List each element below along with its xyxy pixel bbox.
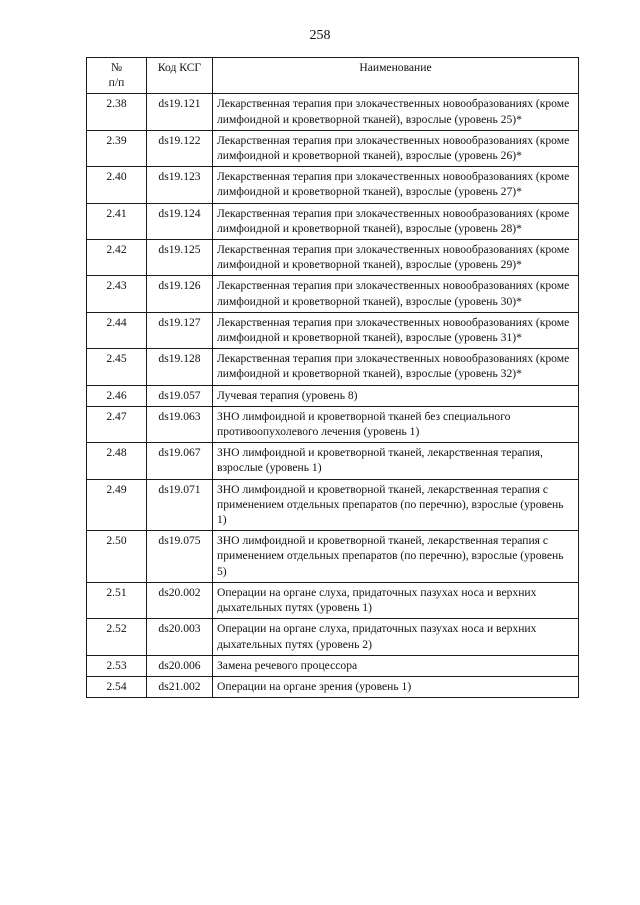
header-code: Код КСГ [147, 58, 213, 94]
row-name: Лекарственная терапия при злокачественных новообразованиях (кроме лимфоидной и кроветворной тканей), взрослые (уровень 28)* [213, 203, 579, 239]
row-name: ЗНО лимфоидной и кроветворной тканей, лекарственная терапия с применением отдельных препаратов (по перечню), взрослые (уровень 5) [213, 531, 579, 583]
row-code: ds19.125 [147, 240, 213, 276]
row-name: ЗНО лимфоидной и кроветворной тканей, лекарственная терапия с применением отдельных препаратов (по перечню), взрослые (уровень 1) [213, 479, 579, 531]
row-number: 2.46 [87, 385, 147, 406]
row-code: ds19.057 [147, 385, 213, 406]
row-number: 2.41 [87, 203, 147, 239]
table-row [87, 479, 579, 531]
table-row [87, 130, 579, 166]
row-code: ds19.123 [147, 167, 213, 203]
row-number: 2.51 [87, 582, 147, 618]
table-row [87, 443, 579, 479]
page-number: 258 [309, 28, 331, 43]
row-number: 2.42 [87, 240, 147, 276]
row-number: 2.49 [87, 479, 147, 531]
table-row [87, 167, 579, 203]
table-row [87, 406, 579, 442]
row-number: 2.43 [87, 276, 147, 312]
row-number: 2.52 [87, 619, 147, 655]
table-row [87, 676, 579, 697]
table-row [87, 240, 579, 276]
row-name: ЗНО лимфоидной и кроветворной тканей, лекарственная терапия, взрослые (уровень 1) [213, 443, 579, 479]
row-number: 2.44 [87, 312, 147, 348]
table-row [87, 276, 579, 312]
row-name: Лекарственная терапия при злокачественных новообразованиях (кроме лимфоидной и кроветворной тканей), взрослые (уровень 29)* [213, 240, 579, 276]
row-code: ds19.075 [147, 531, 213, 583]
row-number: 2.50 [87, 531, 147, 583]
row-code: ds19.124 [147, 203, 213, 239]
row-code: ds19.126 [147, 276, 213, 312]
table-row [87, 94, 579, 130]
header-number [87, 58, 147, 94]
table-row [87, 619, 579, 655]
row-name: Операции на органе зрения (уровень 1) [213, 676, 579, 697]
row-name: ЗНО лимфоидной и кроветворной тканей без специального противоопухолевого лечения (уровень 1) [213, 406, 579, 442]
row-number: 2.40 [87, 167, 147, 203]
row-number: 2.47 [87, 406, 147, 442]
row-code: ds19.067 [147, 443, 213, 479]
header-name: Наименование [213, 58, 579, 94]
table-row [87, 385, 579, 406]
row-number: 2.39 [87, 130, 147, 166]
row-name: Лекарственная терапия при злокачественных новообразованиях (кроме лимфоидной и кроветворной тканей), взрослые (уровень 30)* [213, 276, 579, 312]
row-number: 2.38 [87, 94, 147, 130]
table-row [87, 655, 579, 676]
row-code: ds19.128 [147, 349, 213, 385]
row-name: Лучевая терапия (уровень 8) [213, 385, 579, 406]
row-code: ds19.063 [147, 406, 213, 442]
row-code: ds20.002 [147, 582, 213, 618]
row-number: 2.54 [87, 676, 147, 697]
row-name: Лекарственная терапия при злокачественных новообразованиях (кроме лимфоидной и кроветворной тканей), взрослые (уровень 32)* [213, 349, 579, 385]
table-row [87, 582, 579, 618]
table-row [87, 531, 579, 583]
row-code: ds19.127 [147, 312, 213, 348]
row-code: ds20.006 [147, 655, 213, 676]
row-name: Лекарственная терапия при злокачественных новообразованиях (кроме лимфоидной и кроветворной тканей), взрослые (уровень 26)* [213, 130, 579, 166]
row-name: Лекарственная терапия при злокачественных новообразованиях (кроме лимфоидной и кроветворной тканей), взрослые (уровень 27)* [213, 167, 579, 203]
table-row [87, 349, 579, 385]
row-name: Операции на органе слуха, придаточных пазухах носа и верхних дыхательных путях (уровень 1) [213, 582, 579, 618]
header-number-line2: п/п [108, 76, 125, 90]
row-code: ds21.002 [147, 676, 213, 697]
table-row [87, 203, 579, 239]
row-code: ds19.121 [147, 94, 213, 130]
row-code: ds20.003 [147, 619, 213, 655]
row-code: ds19.122 [147, 130, 213, 166]
row-name: Операции на органе слуха, придаточных пазухах носа и верхних дыхательных путях (уровень 2) [213, 619, 579, 655]
row-number: 2.48 [87, 443, 147, 479]
header-number-line1: № [110, 61, 123, 74]
ksg-table [86, 57, 579, 698]
row-name: Замена речевого процессора [213, 655, 579, 676]
row-name: Лекарственная терапия при злокачественных новообразованиях (кроме лимфоидной и кроветворной тканей), взрослые (уровень 31)* [213, 312, 579, 348]
row-name: Лекарственная терапия при злокачественных новообразованиях (кроме лимфоидной и кроветворной тканей), взрослые (уровень 25)* [213, 94, 579, 130]
row-code: ds19.071 [147, 479, 213, 531]
row-number: 2.53 [87, 655, 147, 676]
header-row [87, 58, 579, 94]
row-number: 2.45 [87, 349, 147, 385]
table-row [87, 312, 579, 348]
table-header [87, 58, 579, 94]
table-body [87, 94, 579, 698]
